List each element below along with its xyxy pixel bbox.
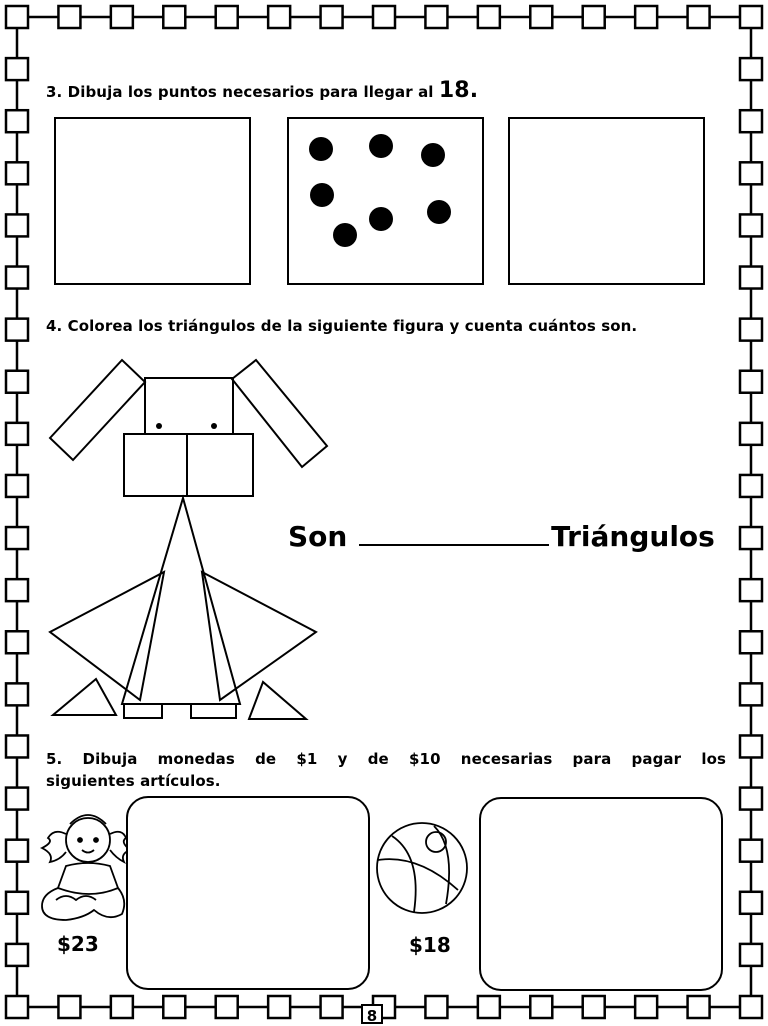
chain-link <box>6 840 28 862</box>
page-number: 8 <box>361 1004 383 1024</box>
chain-link <box>373 6 395 28</box>
question-4 <box>46 317 637 335</box>
answer-blank[interactable] <box>359 543 549 546</box>
dog-right-ear <box>232 360 327 467</box>
chain-link <box>688 6 710 28</box>
question-5 <box>46 748 726 792</box>
price-doll: $23 <box>57 932 99 956</box>
chain-link <box>6 527 28 549</box>
chain-link <box>740 683 762 705</box>
chain-link <box>6 267 28 289</box>
chain-link <box>478 6 500 28</box>
chain-link <box>740 267 762 289</box>
chain-link <box>6 475 28 497</box>
chain-link <box>583 6 605 28</box>
chain-link <box>321 6 343 28</box>
dog-left-eye <box>156 423 162 429</box>
chain-link <box>163 6 185 28</box>
price-ball: $18 <box>409 933 451 957</box>
question-5-text-line2: siguientes artículos. <box>46 772 221 790</box>
dog-right-leg <box>191 704 236 718</box>
chain-link <box>425 996 447 1018</box>
chain-link <box>740 944 762 966</box>
dog-left-wing-triangle <box>50 572 164 700</box>
dog-body-triangle <box>122 498 240 704</box>
chain-link <box>635 6 657 28</box>
chain-link <box>740 58 762 80</box>
chain-link <box>635 996 657 1018</box>
dog-snout-right <box>187 434 253 496</box>
dot <box>421 143 445 167</box>
chain-link <box>6 110 28 132</box>
dog-left-ear <box>50 360 145 460</box>
chain-link <box>740 788 762 810</box>
dog-left-leg <box>124 704 162 718</box>
chain-link <box>740 371 762 393</box>
dot <box>369 207 393 231</box>
chain-link <box>583 996 605 1018</box>
question-5-number: 5. <box>46 750 63 768</box>
chain-link <box>6 788 28 810</box>
answer-suffix: Triángulos <box>551 520 715 553</box>
question-4-number: 4. <box>46 317 63 335</box>
dots-box-right[interactable] <box>508 117 705 285</box>
chain-link <box>740 475 762 497</box>
chain-link <box>425 6 447 28</box>
dot <box>427 200 451 224</box>
chain-link <box>268 996 290 1018</box>
chain-link <box>111 6 133 28</box>
chain-link <box>740 840 762 862</box>
chain-link <box>740 162 762 184</box>
dot <box>310 183 334 207</box>
chain-link <box>740 735 762 757</box>
chain-link <box>6 6 28 28</box>
chain-link <box>6 892 28 914</box>
chain-link <box>6 944 28 966</box>
chain-link <box>478 996 500 1018</box>
question-3-number: 3. <box>46 83 63 101</box>
chain-link <box>58 6 80 28</box>
question-3-target: 18. <box>438 78 479 103</box>
chain-link <box>740 527 762 549</box>
chain-link <box>530 996 552 1018</box>
dot <box>333 223 357 247</box>
chain-link <box>740 996 762 1018</box>
chain-link <box>6 683 28 705</box>
doll-icon <box>36 804 128 924</box>
chain-link <box>688 996 710 1018</box>
coin-box-ball[interactable] <box>479 797 723 991</box>
chain-link <box>6 58 28 80</box>
chain-link <box>6 371 28 393</box>
chain-link <box>58 996 80 1018</box>
chain-link <box>6 631 28 653</box>
question-5-text-line1: Dibuja monedas de $1 y de $10 necesarias para pagar los <box>82 750 727 768</box>
question-3-text: Dibuja los puntos necesarios para llegar al <box>67 83 434 101</box>
dog-right-eye <box>211 423 217 429</box>
chain-link <box>6 319 28 341</box>
chain-link <box>163 996 185 1018</box>
chain-link <box>6 579 28 601</box>
chain-link <box>6 735 28 757</box>
chain-link <box>216 6 238 28</box>
chain-link <box>740 110 762 132</box>
chain-link <box>6 423 28 445</box>
question-3 <box>46 78 478 103</box>
chain-link <box>6 996 28 1018</box>
chain-link <box>530 6 552 28</box>
chain-link <box>740 319 762 341</box>
dots-box-left[interactable] <box>54 117 251 285</box>
chain-link <box>216 996 238 1018</box>
chain-link <box>740 892 762 914</box>
chain-link <box>268 6 290 28</box>
dot <box>309 137 333 161</box>
question-4-text: Colorea los triángulos de la siguiente figura y cuenta cuántos son. <box>67 317 638 335</box>
dog-right-wing-triangle <box>202 572 316 700</box>
chain-link <box>740 214 762 236</box>
chain-link <box>740 579 762 601</box>
dots-box-middle <box>287 117 484 285</box>
dog-right-foot-triangle <box>249 682 306 719</box>
chain-link <box>6 214 28 236</box>
chain-link <box>6 162 28 184</box>
chain-link <box>111 996 133 1018</box>
answer-prefix: Son <box>288 520 348 553</box>
chain-link <box>740 631 762 653</box>
triangle-count-answer <box>288 520 715 553</box>
dot <box>369 134 393 158</box>
coin-box-doll[interactable] <box>126 796 370 990</box>
ball-icon <box>372 818 472 918</box>
chain-link <box>740 423 762 445</box>
chain-link <box>321 996 343 1018</box>
dog-left-foot-triangle <box>53 679 116 715</box>
chain-link <box>740 6 762 28</box>
dog-snout-left <box>124 434 187 496</box>
